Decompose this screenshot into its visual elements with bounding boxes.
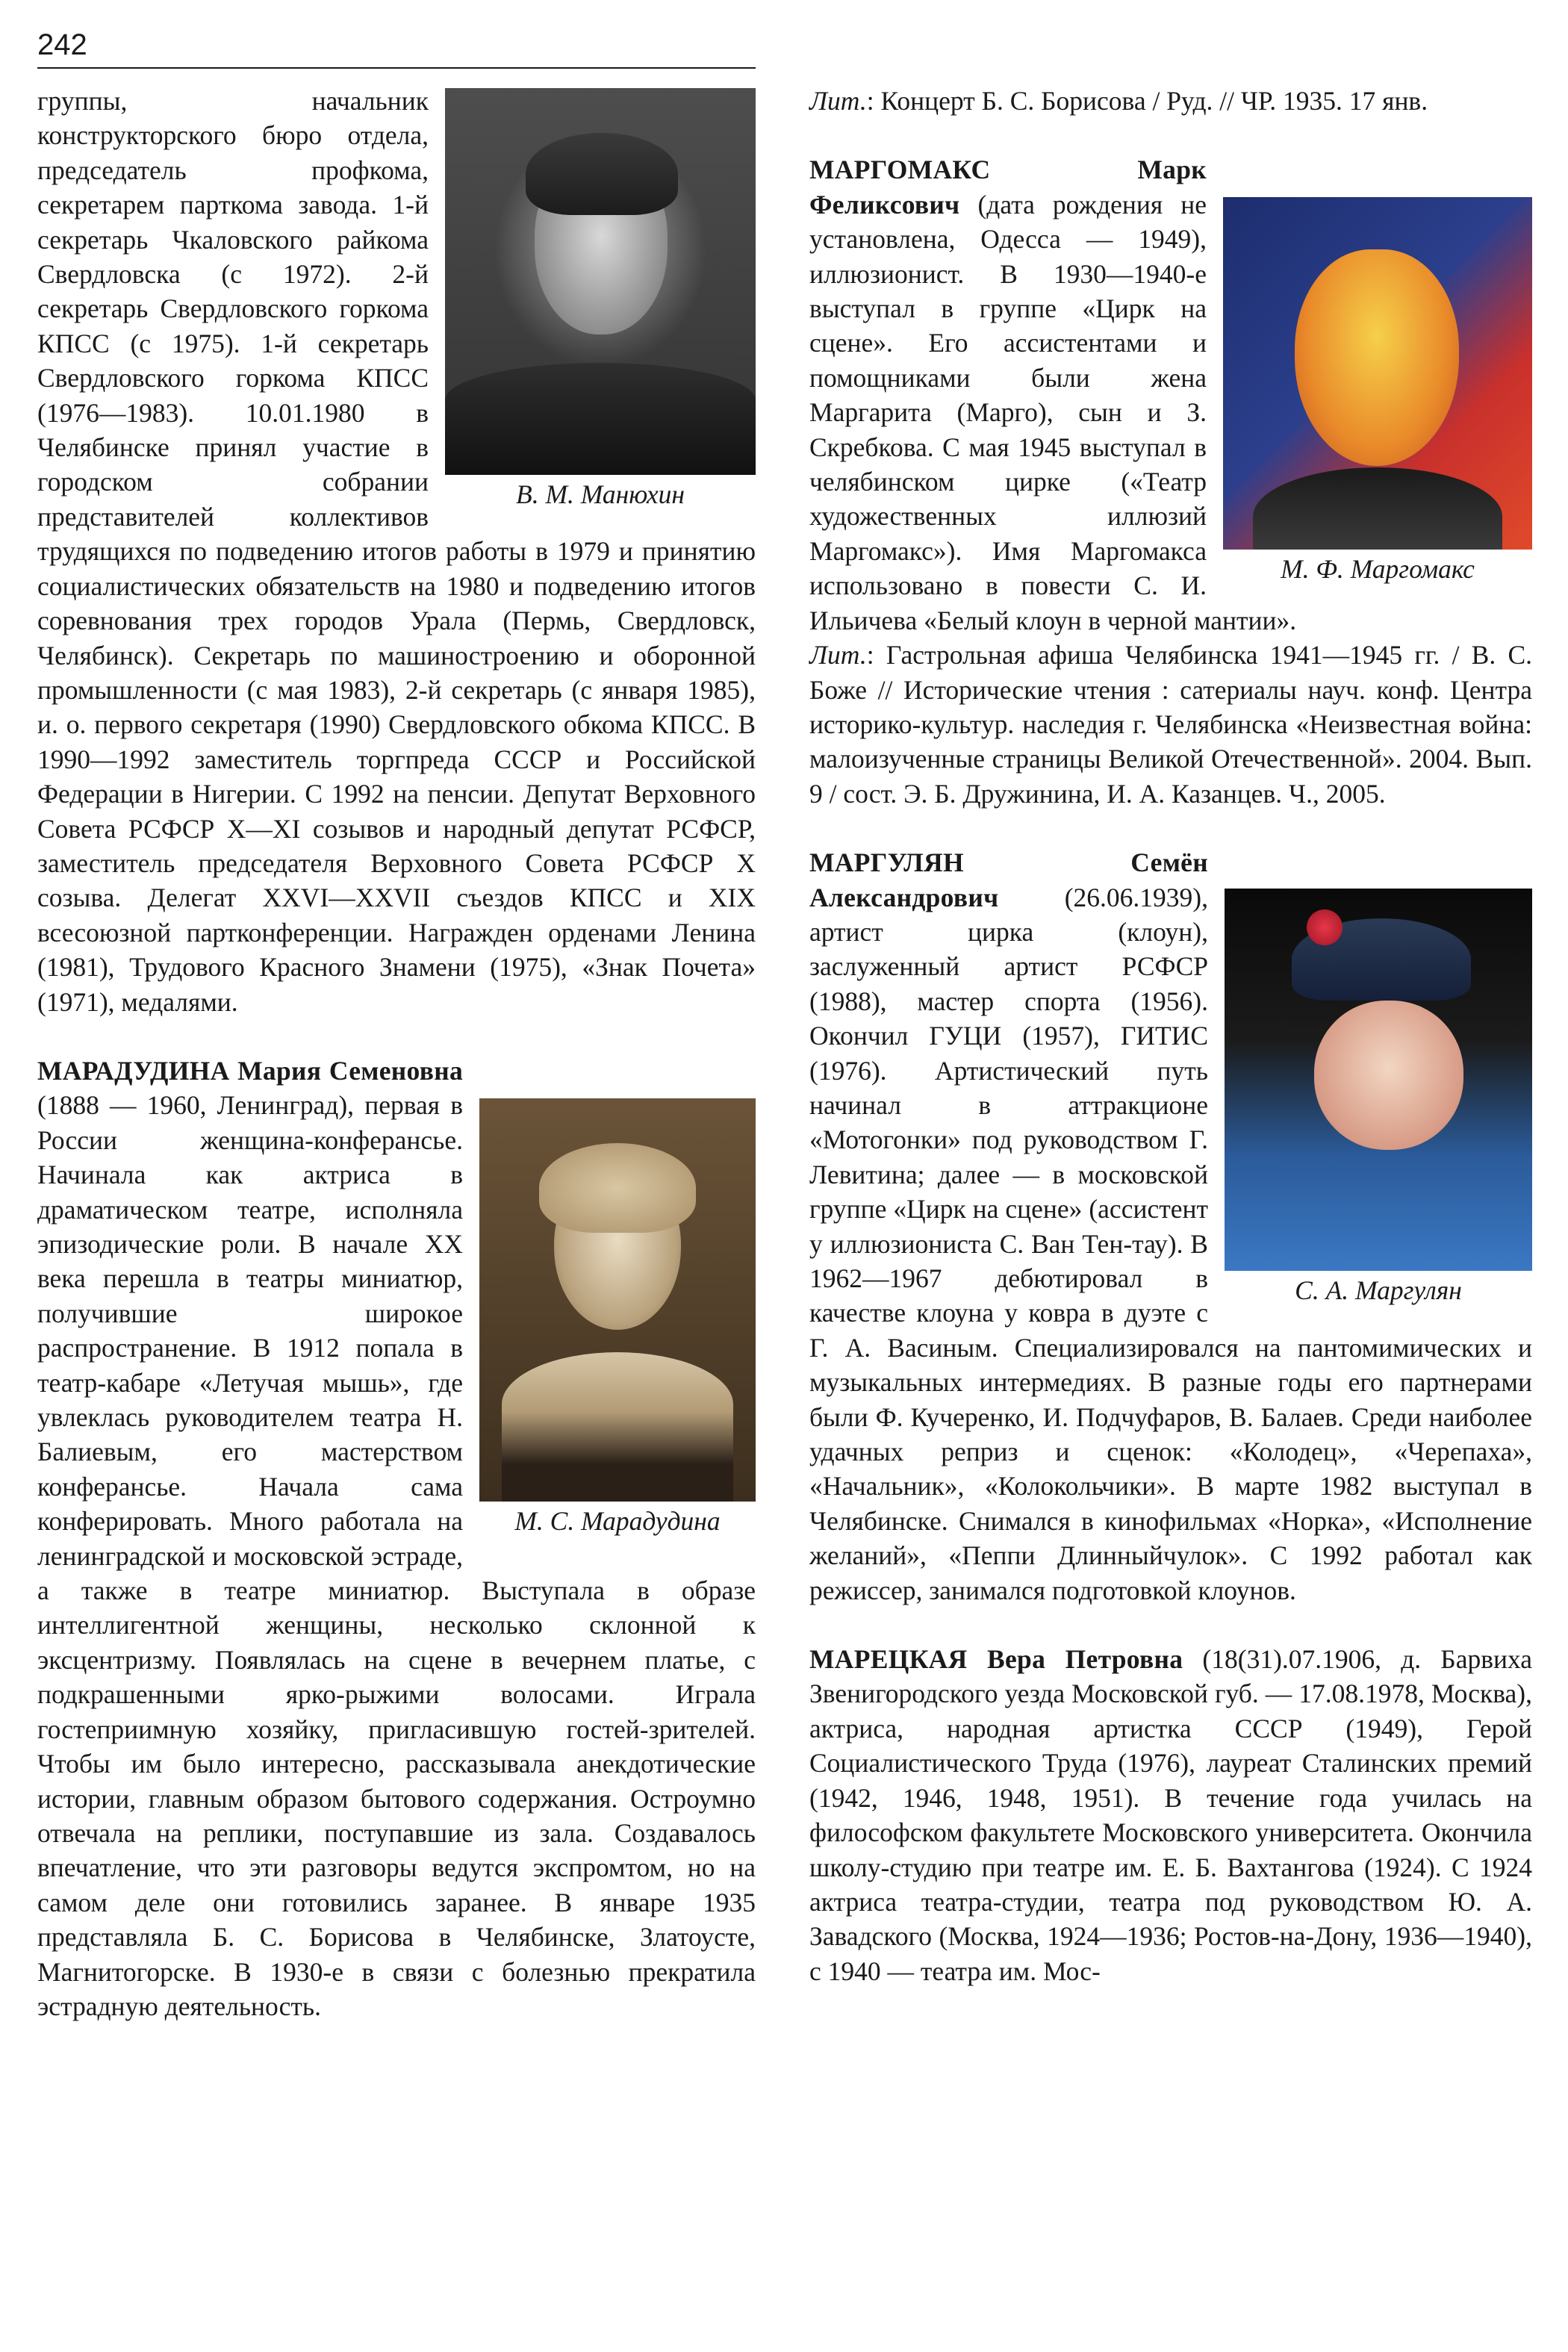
left-column (37, 84, 756, 2023)
entry-manyuhin-continued (37, 84, 756, 1019)
entry-margomaks (809, 152, 1532, 811)
headword: МАРЕЦКАЯ Вера Петровна (809, 1644, 1183, 1675)
photo-caption: В. М. Манюхин (516, 479, 685, 509)
headword: МАРГУЛЯН Семён Александрович (809, 847, 1208, 912)
portrait-image (445, 88, 756, 475)
photo-manyuhin (445, 88, 756, 511)
photo-caption: М. С. Марадудина (514, 1505, 721, 1536)
entry-text: (18(31).07.1906, д. Барвиха Звенигородского уезда Московской губ. — 17.08.1978, Москва), актриса, народная артистка СССР (1949), Герой Социалистического Труда (1976), лауреат Сталинских премий (1942, 1946, 1948, 1951). В течение года училась на философском факультете Московского университета. Окончила школу-студию при театре им. Е. Б. Вахтангова (1924). С 1924 актриса театра-студии, театра под руководством Ю. А. Завадского (Москва, 1924—1936; Ростов-на-Дону, 1936—1940), с 1940 — театра им. Мос- (809, 1644, 1533, 1986)
literature-text: : Гастрольная афиша Челябинска 1941—1945 гг. / В. С. Боже // Исторические чтения : сатериалы науч. конф. Центра историко-культур. наследия г. Челябинска «Неизвестная война: малоизученные страницы Великой Отечественной». 2004. Вып. 9 / сост. Э. Б. Дружинина, И. А. Казанцев. Ч., 2005. (809, 640, 1532, 809)
entry-margulyan (809, 845, 1532, 1608)
entry-text-lead: (1888 — 1960, Ленинград), первая в России женщина-конферансье. Начинала как актриса в драматическом театре, исполняла эпизодические роли. В начале XX века перешла в театры миниатюр, получившие широкое распространение. В 1912 попала в театр-кабаре «Летучая мышь», где увлеклась руководителем театра Н. Балиевым, его мастерством конферансье. Начала сама конферировать. Много работала на ленинградской и московской эстраде, а также в театре миниатюр. Выступала в образе интеллигентной женщины, несколько склонной к эксцентризму. Появлялась на сцене в вечернем платье, с подкрашенными ярко-рыжими волосами. Играла гостеприимную хозяйку, пригласившую гостей-зрителей. Чтобы им было интересно, рассказывала анекдотические истории, главным образом бытового содержания. Остроумно отвечала на реплики, поступавшие из зала. Создавалось впечатление, что эти разговоры ведутся экспромтом, но на самом деле они готовились заранее. В январе 1935 представляла Б. С. Борисова в Челябинске, Златоусте, Магнитогорске. В 1930-е в связи с болезнью прекратила эстрадную деятельность. (37, 1090, 756, 2021)
portrait-image (1223, 197, 1532, 550)
literature-note (809, 638, 1532, 811)
right-column (809, 84, 1532, 1988)
entry-maretskaya (809, 1642, 1532, 1988)
literature-label: Лит. (809, 86, 867, 116)
photo-caption: С. А. Маргулян (1295, 1275, 1462, 1306)
headword: МАРАДУДИНА Мария Семеновна (37, 1055, 463, 1086)
entry-maradudina (37, 1054, 756, 2023)
headword: МАРГОМАКС Марк Феликсович (809, 155, 1207, 220)
entry-paragraph (809, 1642, 1532, 1988)
entry-text: (дата рождения не установлена, Одесса — 1949), иллюзионист. В 1930—1940-е выступал в группе «Цирк на сцене». Его ассистентами и помощниками были жена Маргарита (Марго), сын и З. Скребкова. С мая 1945 выступал в челябинском цирке («Театр художественных иллюзий Маргомакс»). Имя Маргомакса использовано в повести С. И. Ильичева «Белый клоун в черной мантии». (809, 189, 1297, 635)
entry-text: группы, начальник конструкторского бюро отдела, председатель профкома, секретарем парткома завода. 1-й секретарь Чкаловского райкома Свердловска (с 1972). 2-й секретарь Свердловского горкома КПСС (с 1975). 1-й секретарь Свердловского горкома КПСС (1976—1983). 10.01.1980 в Челябинске принял участие в городском собрании представителей коллективов трудящихся по подведению итогов работы в 1979 и принятию социалистических обязательств на 1980 и подведению итогов соревнования трех городов Урала (Пермь, Свердловск, Челябинск). Секретарь по машиностроению и оборонной промышленности (с мая 1983), 2-й секретарь (с января 1985), и. о. первого секретаря (1990) Свердловского обкома КПСС. В 1990—1992 заместитель торгпреда СССР и Российской Федерации в Нигерии. С 1992 на пенсии. Депутат Верховного Совета РСФСР X—XI созывов и народный депутат РСФСР, заместитель председателя Верховного Совета РСФСР X созыва. Делегат XXVI—XXVII съездов КПСС и XIX всесоюзной партконференции. Награжден орденами Ленина (1981), Трудового Красного Знамени (1975), «Знак Почета» (1971), медалями. (37, 86, 756, 1017)
photo-margulyan (1225, 889, 1532, 1307)
literature-note (809, 84, 1532, 118)
literature-label: Лит. (809, 640, 867, 671)
portrait-image (1225, 889, 1532, 1271)
photo-margomaks (1223, 197, 1532, 585)
portrait-image (479, 1098, 756, 1502)
photo-caption: М. Ф. Маргомакс (1281, 554, 1475, 585)
literature-text: : Концерт Б. С. Борисова / Руд. // ЧР. 1935. 17 янв. (866, 86, 1428, 116)
entry-text: (26.06.1939), артист цирка (клоун), заслуженный артист РСФСР (1988), мастер спорта (1956). Окончил ГУЦИ (1957), ГИТИС (1976). Артистический путь начинал в аттракционе «Мотогонки» под руководством Г. Левитина; далее — в московской группе «Цирк на сцене» (ассистент у иллюзиониста С. Ван Тен-тау). В 1962—1967 дебютировал в качестве клоуна у ковра в дуэте с Г. А. Васиным. Специализировался на пантомимических и музыкальных интермедиях. В разные годы его партнерами были Ф. Кучеренко, И. Подчуфаров, В. Балаев. Среди наиболее удачных реприз и сценок: «Колодец», «Черепаха», «Начальник», «Колокольчики». В марте 1982 выступал в Челябинске. Снимался в кинофильмах «Норка», «Исполнение желаний», «Пеппи Длинныйчулок». С 1992 работал как режиссер, занимался подготовкой клоунов. (809, 882, 1532, 1605)
page-number: 242 (37, 28, 87, 61)
photo-maradudina (479, 1098, 756, 1537)
header-rule (37, 67, 756, 69)
